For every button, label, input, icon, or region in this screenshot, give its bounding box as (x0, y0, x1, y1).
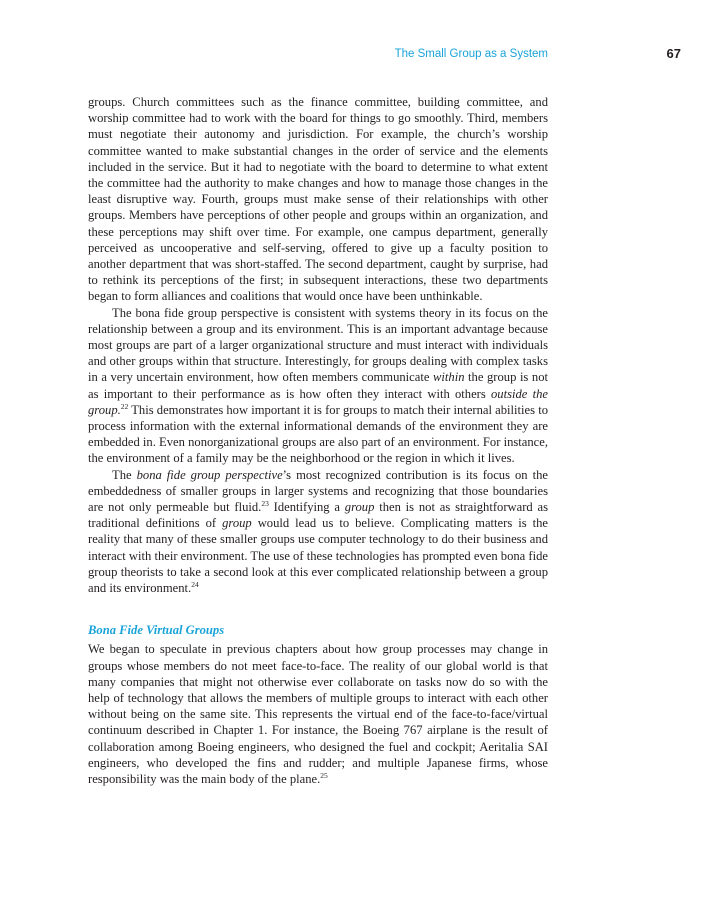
paragraph-4 (88, 641, 548, 787)
emphasis-within: within (433, 370, 465, 385)
section-heading: Bona Fide Virtual Groups (88, 623, 225, 638)
footnote-ref-24: 24 (191, 580, 199, 590)
emphasis-bona-fide-perspective: bona fide group perspective (136, 467, 283, 482)
paragraph-1: groups. Church committees such as the finance committee, building committee, and worship committee had to work with the board for things to go smoothly. Third, members must negotiate their autonomy and jurisdiction. For example, the church’s worship committee wanted to make substantial changes in the order of service and the elements included in the service. But it had to negotiate with the board to determine to what extent the committee had the authority to make changes and how to manage those changes in the least disruptive way. Fourth, groups must make sense of their relationships with other groups. Members have perceptions of other people and groups within an organization, and these perceptions may shift over time. For example, one campus department, generally perceived as uncooperative and self-serving, offered to give up a faculty position to another department that was short-staffed. The second department, caught by surprise, had to rethink its perceptions of the first; in subsequent interactions, these two departments began to form alliances and coalitions that would once have been unthinkable. (88, 95, 548, 304)
running-head: The Small Group as a System (394, 48, 548, 60)
emphasis-group-2: group (222, 516, 252, 531)
paragraph-2-text-b: the group is not as important to their performance as is how often they interact with others (88, 370, 548, 401)
paragraph-3-text-c: Identifying a (268, 500, 345, 515)
body-text (88, 94, 548, 787)
paragraph-3-text-e: would lead us to believe. Complicating matters is the reality that many of these smaller groups use computer technology to do their business and interact with their environment. The use of these technologies has prompted even bona fide group theorists to take a second look at this ever complicated relationship between a group and its environment. (88, 516, 548, 596)
paragraph-3-text-d: then is not as straightforward as traditional definitions of (88, 500, 548, 531)
paragraph-3-text-a: The (112, 467, 137, 482)
paragraph-2 (88, 305, 548, 467)
footnote-ref-22: 22 (120, 401, 129, 411)
footnote-ref-25: 25 (320, 770, 328, 780)
paragraph-3-text-b: ’s most recognized contribution is its focus on the embeddedness of smaller groups in larger systems and recognizing that those boundaries are not only permeable but fluid. (88, 467, 549, 515)
emphasis-group-1: group (344, 500, 375, 515)
paragraph-2-text-c: This demonstrates how important it is for groups to match their internal abilities to process information with the external informational demands of the environment they are embedded in. Even nonorganizational groups are also part of an environment. For instance, the environment of a family may be the neighborhood or the region in which it lives. (88, 402, 548, 466)
emphasis-outside-group: outside the group. (88, 386, 548, 417)
paragraph-2-text-a: The bona fide group perspective is consistent with systems theory in its focus on the relationship between a group and its environment. This is an important advantage because most groups are part of a larger organizational structure and must interact with individuals and other groups within that structure. Interestingly, for groups dealing with complex tasks in a very uncertain environment, how often members communicate (88, 305, 548, 385)
page-number: 67 (666, 46, 681, 61)
footnote-ref-23: 23 (261, 499, 269, 509)
paragraph-3 (88, 467, 548, 597)
paragraph-4-text: We began to speculate in previous chapters about how group processes may change in groups whose members do not meet face-to-face. The reality of our global world is that many companies that might not otherwise ever collaborate on tasks now do so with the help of technology that allows the members of multiple groups to interact with each other without being on the same site. This represents the virtual end of the face-to-face/virtual continuum described in Chapter 1. For instance, the Boeing 767 airplane is the result of collaboration among Boeing engineers, who designed the fuel and cockpit; Aeritalia SAI engineers, who developed the fins and rudder; and multiple Japanese firms, whose responsibility was the main body of the plane. (88, 642, 548, 786)
